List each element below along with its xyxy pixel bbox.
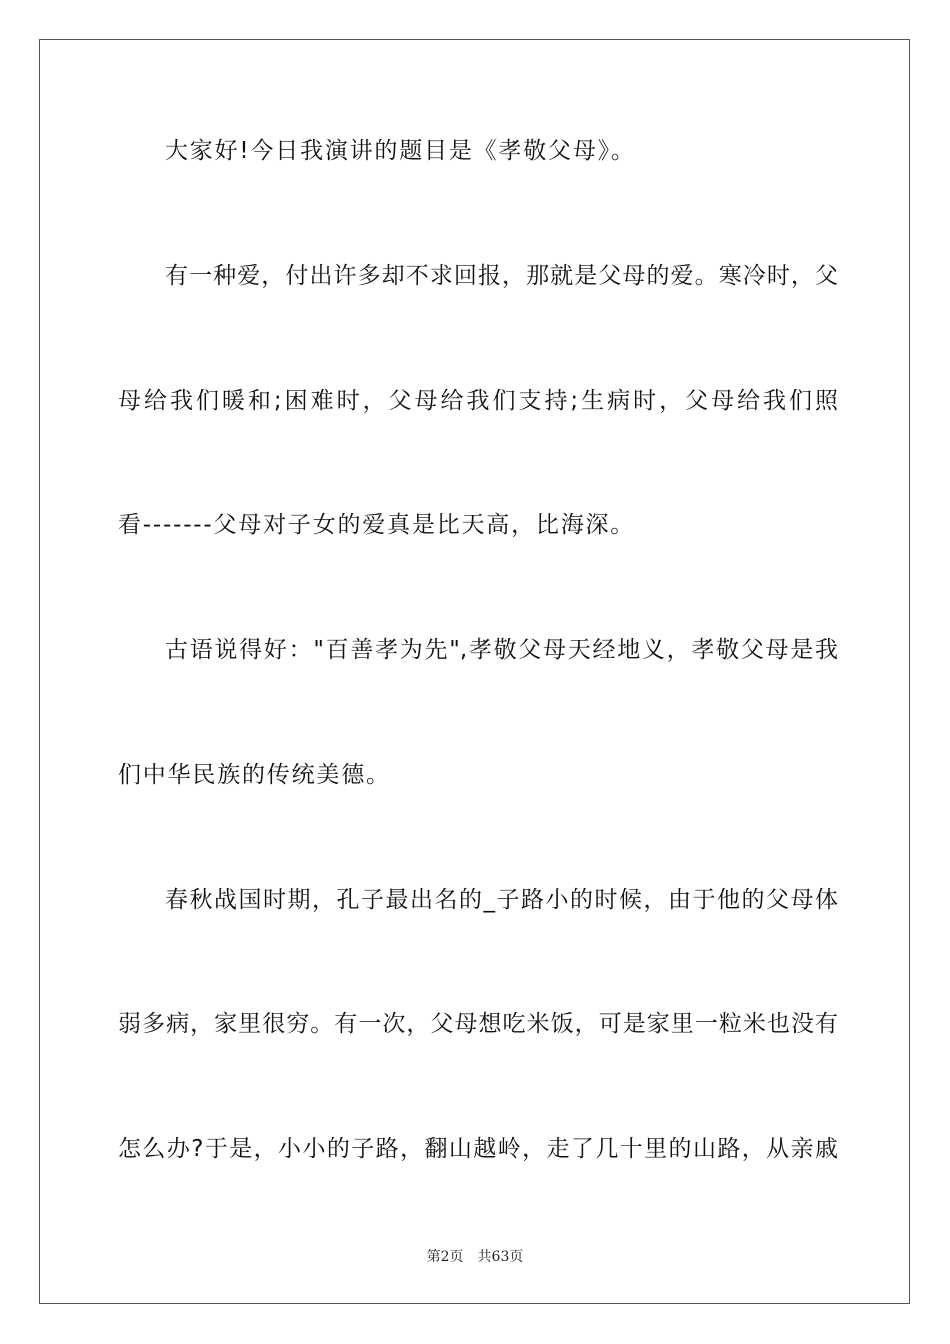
page-frame — [39, 39, 910, 1304]
page-total: 共63页 — [477, 1249, 524, 1265]
paragraph-line: 有一种爱，付出许多却不求回报，那就是父母的爱。寒冷时，父 — [165, 263, 838, 289]
paragraph-line: 看-------父母对子女的爱真是比天高，比海深。 — [118, 512, 636, 538]
paragraph-line: 春秋战国时期，孔子最出名的_子路小的时候，由于他的父母体 — [165, 887, 838, 913]
paragraph-line: 弱多病，家里很穷。有一次，父母想吃米饭，可是家里一粒米也没有 — [118, 1011, 838, 1037]
page-footer — [0, 1246, 950, 1266]
paragraph-line: 古语说得好："百善孝为先",孝敬父母天经地义，孝敬父母是我 — [165, 637, 838, 663]
paragraph-line: 母给我们暖和;困难时，父母给我们支持;生病时，父母给我们照 — [118, 388, 838, 414]
page-number: 第2页 — [426, 1249, 464, 1265]
paragraph-line: 们中华民族的传统美德。 — [118, 762, 391, 788]
paragraph-line: 大家好!今日我演讲的题目是《孝敬父母》。 — [165, 138, 636, 164]
paragraph-line: 怎么办?于是，小小的子路，翻山越岭，走了几十里的山路，从亲戚 — [118, 1136, 838, 1162]
